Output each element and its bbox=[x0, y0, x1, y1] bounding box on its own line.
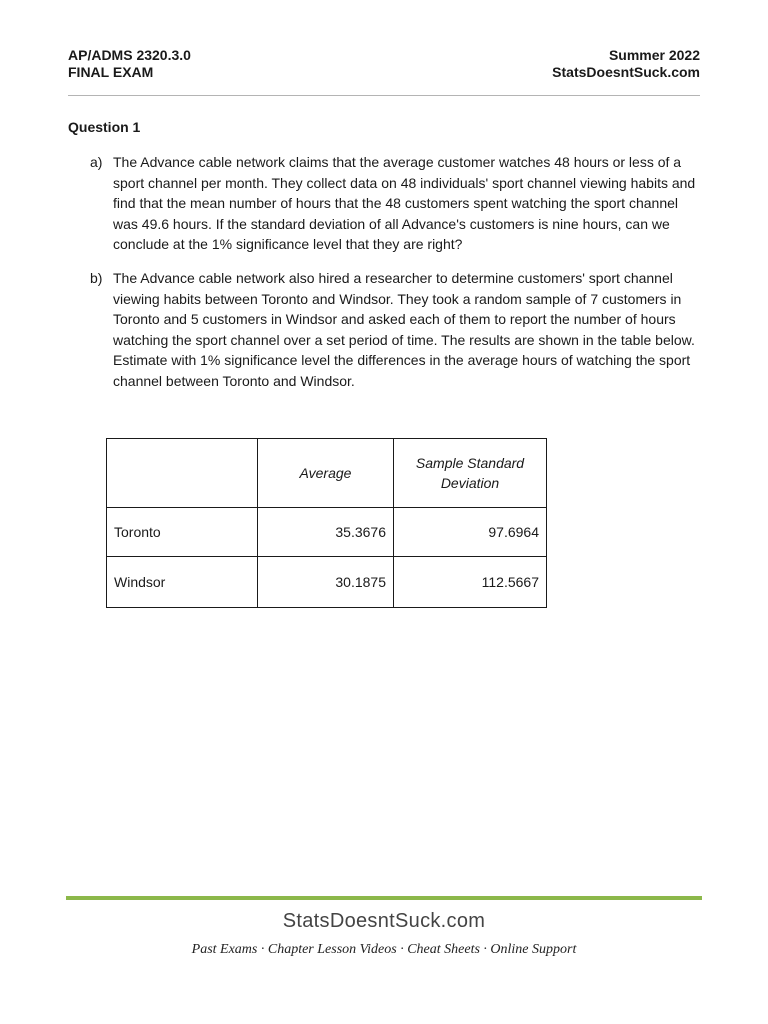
sd-cell: 97.6964 bbox=[394, 508, 547, 557]
sd-cell: 112.5667 bbox=[394, 557, 547, 608]
table-header-row bbox=[107, 439, 547, 508]
header-divider bbox=[68, 95, 700, 96]
exam-title: FINAL EXAM bbox=[68, 64, 154, 80]
part-label: a) bbox=[90, 154, 103, 170]
footer-accent-bar bbox=[66, 896, 702, 900]
table-row bbox=[107, 508, 547, 557]
exam-term: Summer 2022 bbox=[608, 47, 700, 63]
table-header-cell: Average bbox=[258, 439, 394, 508]
part-text: The Advance cable network claims that the average customer watches 48 hours or less of a sport channel per month. They collect data on 48 individuals' sport channel viewing habits and find that the mean number of hours that the 48 customers spent watching the sport channel was 49.6 hours. If the standard deviation of all Advance's customers is nine hours, can we conclude at the 1% significance level that they are right? bbox=[113, 154, 696, 252]
data-table bbox=[106, 438, 547, 608]
course-code: AP/ADMS 2320.3.0 bbox=[68, 47, 191, 63]
average-cell: 30.1875 bbox=[258, 557, 394, 608]
city-cell: Windsor bbox=[107, 557, 258, 608]
header-right bbox=[552, 47, 700, 81]
table-header-cell: Sample Standard Deviation bbox=[394, 439, 547, 508]
question-title: Question 1 bbox=[68, 119, 141, 135]
city-cell: Toronto bbox=[107, 508, 258, 557]
table-row bbox=[107, 557, 547, 608]
table-header-cell bbox=[107, 439, 258, 508]
question-part-b bbox=[90, 268, 702, 391]
question-part-a bbox=[90, 152, 702, 255]
footer-tagline: Past Exams · Chapter Lesson Videos · Cheat Sheets · Online Support bbox=[191, 942, 577, 957]
header-site: StatsDoesntSuck.com bbox=[552, 64, 700, 80]
average-cell: 35.3676 bbox=[258, 508, 394, 557]
footer-brand: StatsDoesntSuck.com bbox=[282, 910, 486, 932]
part-text: The Advance cable network also hired a researcher to determine customers' sport channel viewing habits between Toronto and Windsor. They took a random sample of 7 customers in Toronto and 5 customers in Windsor and asked each of them to report the number of hours watching the sport channel over a set period of time. The results are shown in the table below. Estimate with 1% significance level the differences in the average hours of watching the sport channel between Toronto and Windsor. bbox=[113, 270, 695, 389]
header-left bbox=[68, 47, 191, 81]
part-label: b) bbox=[90, 270, 103, 286]
